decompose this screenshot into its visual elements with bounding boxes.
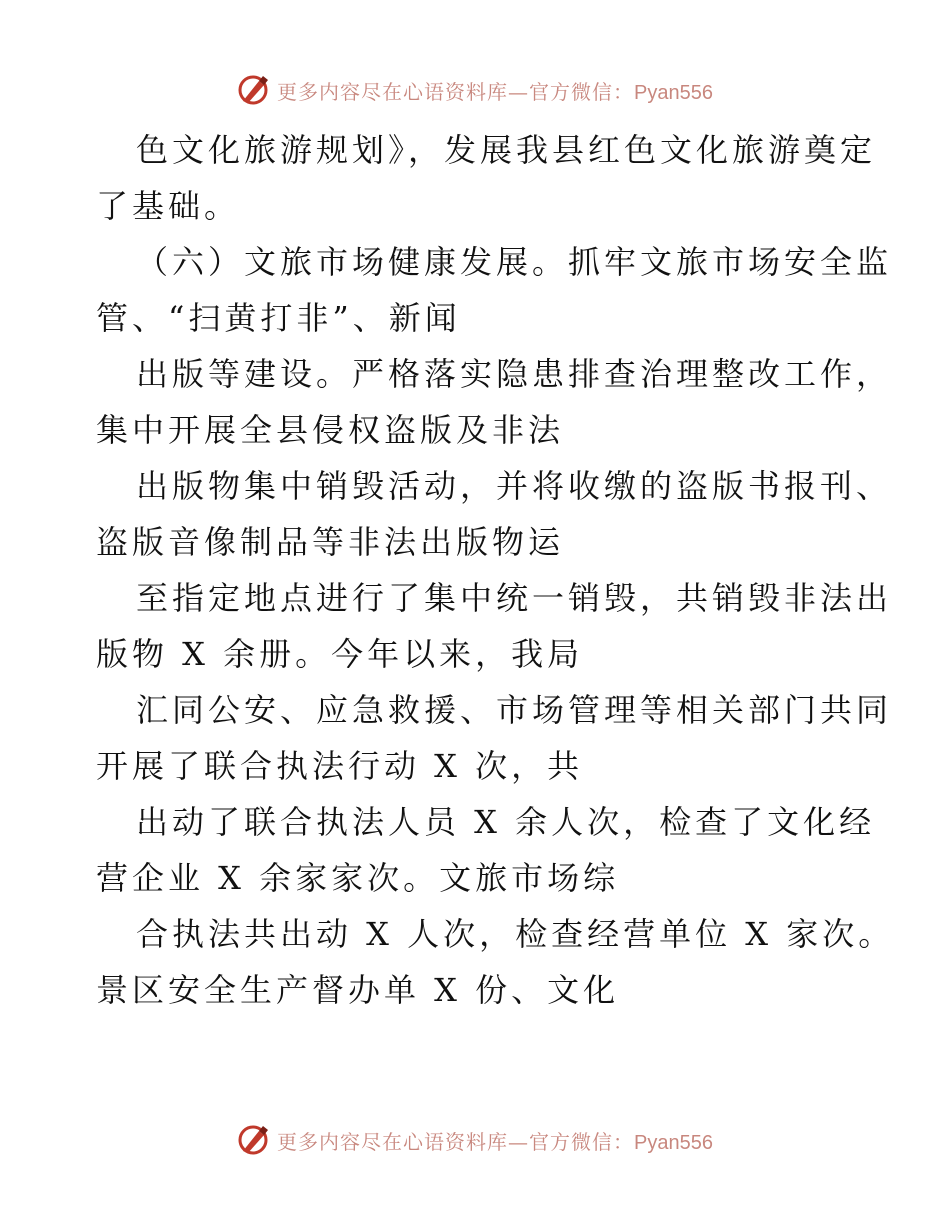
paragraph-line: 出版物集中销毁活动，并将收缴的盗版书报刊、 [136, 467, 893, 505]
paragraph-line: 盗版音像制品等非法出版物运 [96, 523, 565, 561]
paragraph-line: 景区安全生产督办单 X 份、文化 [96, 971, 620, 1009]
paragraph-line: 版物 X 余册。今年以来，我局 [96, 635, 584, 673]
paragraph-line: 合执法共出动 X 人次，检查经营单位 X 家次。 [136, 915, 895, 953]
pen-logo-icon [237, 1123, 271, 1157]
paragraph-line: 管、“扫黄打非”、新闻 [96, 299, 461, 337]
paragraph-line: 色文化旅游规划》，发展我县红色文化旅游奠定 [136, 131, 877, 169]
paragraph-line: 至指定地点进行了集中统一销毁，共销毁非法出 [136, 579, 893, 617]
paragraph-line: 开展了联合执法行动 X 次，共 [96, 747, 584, 785]
watermark-text: 更多内容尽在心语资料库—官方微信：Pyan556 [277, 1129, 713, 1154]
paragraph-line: 出动了联合执法人员 X 余人次，检查了文化经 [136, 803, 876, 841]
paragraph-line: （六）文旅市场健康发展。抓牢文旅市场安全监 [136, 243, 893, 281]
document-body [96, 122, 895, 1018]
paragraph-line: 集中开展全县侵权盗版及非法 [96, 411, 565, 449]
paragraph-line: 出版等建设。严格落实隐患排查治理整改工作， [136, 355, 893, 393]
paragraph-line: 了基础。 [96, 187, 241, 225]
footer-watermark [0, 1120, 950, 1160]
paragraph-line: 营企业 X 余家家次。文旅市场综 [96, 859, 620, 897]
watermark-text: 更多内容尽在心语资料库—官方微信：Pyan556 [277, 79, 713, 104]
header-watermark [0, 70, 950, 110]
paragraph-line: 汇同公安、应急救援、市场管理等相关部门共同 [136, 691, 893, 729]
pen-logo-icon [237, 73, 271, 107]
